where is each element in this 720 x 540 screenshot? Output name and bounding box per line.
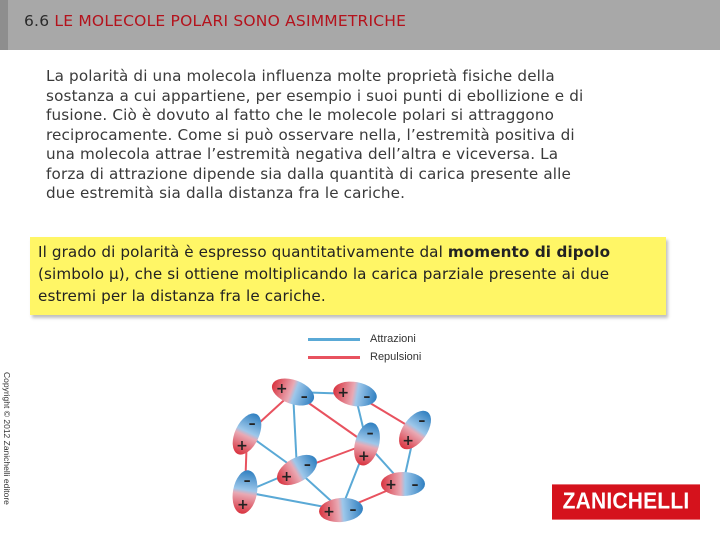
copyright-notice bbox=[2, 372, 14, 532]
definition-part: Il grado di polarità è espresso quantitativamente dal bbox=[38, 243, 448, 261]
polar-molecule bbox=[227, 409, 268, 460]
positive-charge: + bbox=[358, 448, 370, 465]
positive-charge: + bbox=[337, 384, 350, 401]
body-line: forza di attrazione dipende sia dalla quantità di carica presente alle bbox=[46, 164, 572, 183]
definition-part: ), che si ottiene moltiplicando la carica parziale presente ai due estremi per la distanza fra le cariche. bbox=[38, 265, 610, 305]
negative-charge: – bbox=[366, 425, 374, 442]
negative-charge: – bbox=[363, 389, 371, 406]
negative-charge: – bbox=[248, 416, 256, 433]
positive-charge: + bbox=[280, 469, 293, 485]
zanichelli-logo: ZANICHELLI bbox=[552, 484, 700, 519]
polar-molecule bbox=[318, 496, 364, 524]
molecules bbox=[227, 373, 438, 524]
body-line: sostanza a cui appartiene, per esempio i suoi punti di ebollizione e di bbox=[46, 86, 584, 105]
positive-charge: + bbox=[323, 504, 335, 521]
negative-charge: – bbox=[243, 473, 251, 490]
molecule-body bbox=[393, 405, 438, 455]
page-title bbox=[24, 12, 406, 30]
legend-attractions bbox=[308, 330, 421, 348]
definition-part: (simbolo bbox=[38, 265, 110, 283]
body-line: due estremità sia dalla distanza fra le cariche. bbox=[46, 184, 406, 202]
positive-charge: + bbox=[402, 432, 414, 449]
polar-molecule bbox=[229, 468, 260, 515]
body-paragraph bbox=[46, 67, 686, 204]
negative-charge: – bbox=[418, 413, 426, 430]
negative-charge: – bbox=[303, 457, 311, 473]
positive-charge: + bbox=[236, 437, 248, 454]
copyright-text: Copyright © 2012 Zanichelli editore bbox=[2, 372, 12, 505]
body-line: una molecola attrae l’estremità negativa dell’altra e viceversa. La bbox=[46, 145, 559, 163]
dipole-diagram bbox=[215, 362, 445, 532]
polar-molecule bbox=[350, 420, 385, 469]
header-bar bbox=[0, 0, 720, 50]
positive-charge: + bbox=[385, 477, 397, 493]
repulsion-line-swatch bbox=[308, 356, 360, 359]
definition-term: momento di dipolo bbox=[447, 243, 611, 261]
body-line: fusione. Ciò è dovuto al fatto che le molecole polari si attraggono bbox=[46, 106, 555, 124]
positive-charge: + bbox=[237, 496, 249, 513]
diagram-legend bbox=[308, 330, 421, 366]
attraction-line-swatch bbox=[308, 338, 360, 341]
body-line: reciprocamente. Come si può osservare nella, l’estremità positiva di bbox=[46, 125, 575, 144]
legend-repulsions-label: Repulsioni bbox=[370, 351, 422, 363]
negative-charge: – bbox=[411, 477, 419, 493]
negative-charge: – bbox=[300, 389, 308, 406]
definition-text bbox=[38, 241, 660, 307]
header-accent bbox=[0, 0, 8, 50]
section-number: 6.6 bbox=[24, 12, 50, 30]
polar-molecule bbox=[392, 405, 437, 455]
polar-molecule bbox=[381, 472, 425, 496]
positive-charge: + bbox=[275, 380, 288, 397]
section-title: LE MOLECOLE POLARI SONO ASIMMETRICHE bbox=[54, 12, 407, 30]
body-line: La polarità di una molecola influenza molte proprietà fisiche della bbox=[46, 67, 555, 85]
negative-charge: – bbox=[349, 501, 357, 518]
mu-symbol: μ bbox=[109, 265, 119, 283]
definition-box bbox=[30, 237, 666, 315]
legend-attractions-label: Attrazioni bbox=[370, 333, 416, 345]
